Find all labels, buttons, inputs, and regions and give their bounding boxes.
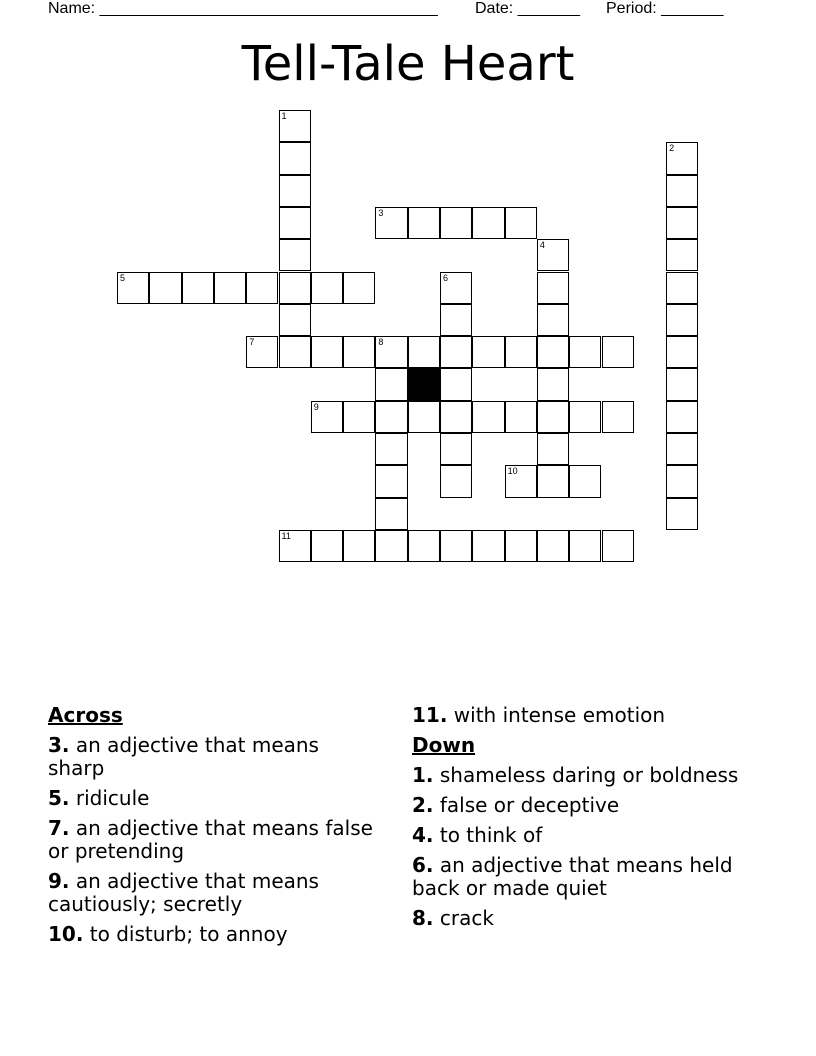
grid-cell[interactable]	[440, 272, 472, 304]
grid-cell[interactable]	[375, 401, 407, 433]
grid-cell[interactable]	[666, 433, 698, 465]
grid-cell[interactable]	[149, 272, 181, 304]
grid-cell[interactable]	[505, 207, 537, 239]
cell-number: 7	[249, 337, 255, 348]
cell-number: 8	[378, 337, 384, 348]
grid-cell[interactable]	[117, 272, 149, 304]
grid-cell[interactable]	[472, 207, 504, 239]
grid-cell[interactable]	[505, 401, 537, 433]
grid-cell[interactable]	[246, 272, 278, 304]
clue-down-1: 1. shameless daring or boldness	[412, 763, 739, 787]
clue-down-2: 2. false or deceptive	[412, 793, 620, 817]
cell-number: 6	[443, 272, 449, 283]
grid-cell[interactable]	[440, 304, 472, 336]
grid-cell[interactable]	[666, 401, 698, 433]
grid-cell[interactable]	[472, 401, 504, 433]
cell-number: 9	[313, 401, 319, 412]
grid-cell[interactable]	[343, 336, 375, 368]
grid-cell[interactable]	[472, 336, 504, 368]
clue-down-8: 8. crack	[412, 906, 494, 930]
cell-number: 1	[281, 111, 287, 121]
grid-cell[interactable]	[569, 336, 601, 368]
grid-cell[interactable]	[602, 336, 634, 368]
clue-across-10: 10. to disturb; to annoy	[48, 922, 288, 946]
clue-across-5: 5. ridicule	[48, 786, 150, 810]
grid-cell[interactable]	[505, 336, 537, 368]
clues-column-left	[48, 700, 378, 953]
clue-down-6: 6. an adjective that means held back or made quiet	[412, 853, 733, 900]
period-field-label: Period: _______	[606, 0, 724, 17]
grid-cell[interactable]	[279, 207, 311, 239]
grid-cell[interactable]	[375, 465, 407, 497]
name-field-label: Name: ______________________________________	[48, 0, 438, 17]
clue-across-9: 9. an adjective that means cautiously; secretly	[48, 869, 319, 916]
grid-cell[interactable]	[408, 336, 440, 368]
grid-cell[interactable]	[279, 110, 311, 142]
grid-cell[interactable]	[537, 465, 569, 497]
grid-cell[interactable]	[505, 530, 537, 562]
grid-cell[interactable]	[375, 530, 407, 562]
grid-cell[interactable]	[569, 530, 601, 562]
grid-cell[interactable]	[214, 272, 246, 304]
grid-cell[interactable]	[279, 304, 311, 336]
across-heading: Across	[48, 703, 123, 727]
clue-down-4: 4. to think of	[412, 823, 543, 847]
grid-cell[interactable]	[440, 368, 472, 400]
grid-cell[interactable]	[666, 498, 698, 530]
grid-cell[interactable]	[666, 336, 698, 368]
grid-cell[interactable]	[311, 530, 343, 562]
down-heading: Down	[412, 733, 476, 757]
grid-cell[interactable]	[279, 239, 311, 271]
grid-cell[interactable]	[666, 175, 698, 207]
grid-cell[interactable]	[666, 465, 698, 497]
grid-cell[interactable]	[375, 433, 407, 465]
grid-cell[interactable]	[343, 530, 375, 562]
grid-cell[interactable]	[537, 368, 569, 400]
grid-cell[interactable]	[440, 207, 472, 239]
grid-cell[interactable]	[311, 272, 343, 304]
grid-cell[interactable]	[246, 336, 278, 368]
grid-cell[interactable]	[311, 336, 343, 368]
grid-cell[interactable]	[279, 175, 311, 207]
grid-cell[interactable]	[440, 530, 472, 562]
grid-cell[interactable]	[440, 336, 472, 368]
grid-cell[interactable]	[279, 142, 311, 174]
grid-cell[interactable]	[666, 142, 698, 174]
grid-cell[interactable]	[343, 401, 375, 433]
grid-cell[interactable]	[375, 498, 407, 530]
grid-cell[interactable]	[182, 272, 214, 304]
grid-cell[interactable]	[666, 368, 698, 400]
grid-cell[interactable]	[408, 530, 440, 562]
grid-cell[interactable]	[537, 272, 569, 304]
grid-cell[interactable]	[569, 465, 601, 497]
grid-cell[interactable]	[666, 207, 698, 239]
cell-number: 11	[281, 530, 291, 541]
cell-number: 5	[120, 272, 126, 283]
grid-cell[interactable]	[440, 433, 472, 465]
grid-cell[interactable]	[537, 336, 569, 368]
grid-cell[interactable]	[537, 401, 569, 433]
clues-column-right	[412, 700, 752, 937]
cell-number: 3	[378, 207, 384, 218]
grid-cell[interactable]	[472, 530, 504, 562]
grid-cell[interactable]	[602, 401, 634, 433]
clue-across-11: 11. with intense emotion	[412, 703, 666, 727]
date-field-label: Date: _______	[475, 0, 580, 17]
grid-cell[interactable]	[602, 530, 634, 562]
clue-across-3: 3. an adjective that means sharp	[48, 733, 319, 780]
cell-number: 10	[507, 466, 518, 477]
page-title: Tell-Tale Heart	[241, 36, 575, 92]
grid-cell[interactable]	[279, 336, 311, 368]
grid-cell[interactable]	[537, 239, 569, 271]
grid-cell[interactable]	[408, 207, 440, 239]
grid-cell[interactable]	[537, 433, 569, 465]
cell-number: 4	[539, 240, 545, 251]
grid-cell[interactable]	[537, 530, 569, 562]
grid-cell[interactable]	[666, 304, 698, 336]
grid-cell[interactable]	[279, 272, 311, 304]
grid-cell[interactable]	[375, 207, 407, 239]
clue-across-7: 7. an adjective that means false or pretending	[48, 816, 373, 863]
grid-cell[interactable]	[408, 401, 440, 433]
grid-cell[interactable]	[505, 465, 537, 497]
grid-cell[interactable]	[440, 465, 472, 497]
grid-cell[interactable]	[569, 401, 601, 433]
grid-cell[interactable]	[666, 272, 698, 304]
grid-cell[interactable]	[375, 368, 407, 400]
black-cell	[408, 368, 440, 400]
grid-cell[interactable]	[375, 336, 407, 368]
grid-cell[interactable]	[537, 304, 569, 336]
grid-cell[interactable]	[343, 272, 375, 304]
grid-cell[interactable]	[311, 401, 343, 433]
grid-cell[interactable]	[279, 530, 311, 562]
cell-number: 2	[669, 143, 675, 154]
grid-cell[interactable]	[666, 239, 698, 271]
grid-cell[interactable]	[440, 401, 472, 433]
